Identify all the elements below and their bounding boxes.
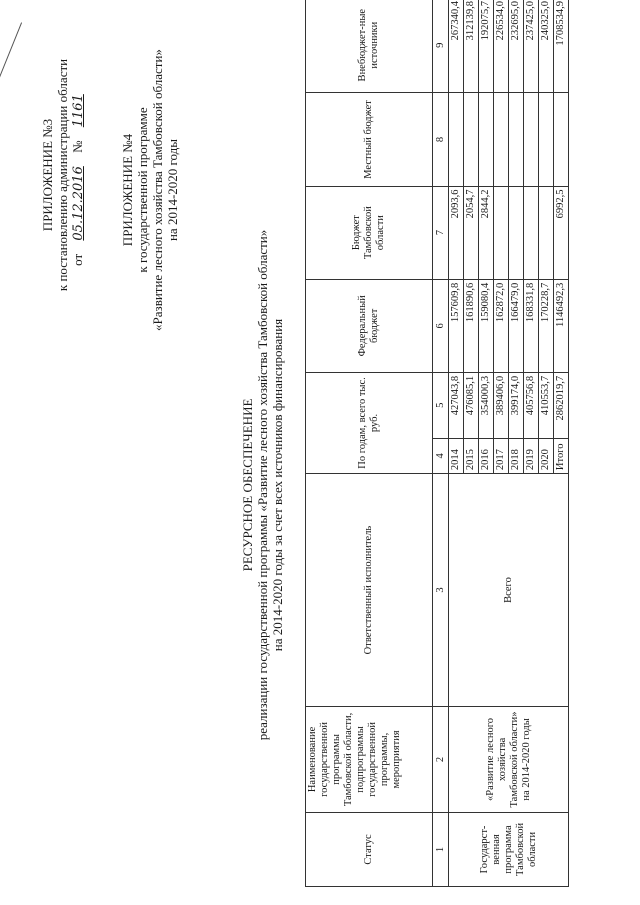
appendix-3-title: ПРИЛОЖЕНИЕ №3 — [40, 118, 55, 232]
local-cell — [479, 93, 494, 186]
regional-cell: 6992,5 — [554, 186, 569, 279]
header-years-total: По годам, всего тыс. руб. — [306, 372, 433, 473]
offbudget-cell: 232695,0 — [509, 0, 524, 93]
federal-cell: 170228,7 — [539, 279, 554, 372]
header-executor: Ответственный исполнитель — [306, 474, 433, 707]
regional-cell — [524, 186, 539, 279]
federal-cell: 157609,8 — [449, 279, 464, 372]
header-offbudget: Внебюджет-ные источники — [306, 0, 433, 93]
appendix-4-title: ПРИЛОЖЕНИЕ №4 — [120, 133, 135, 247]
federal-cell: 1146492,3 — [554, 279, 569, 372]
offbudget-cell: 267340,4 — [449, 0, 464, 93]
federal-cell: 162872,0 — [494, 279, 509, 372]
header-local: Местный бюджет — [306, 93, 433, 186]
col-num-1: 1 — [433, 812, 449, 886]
appendix-4-header — [120, 20, 180, 360]
federal-cell: 168331,8 — [524, 279, 539, 372]
year-cell: Итого — [554, 438, 569, 474]
offbudget-cell: 237425,0 — [524, 0, 539, 93]
local-cell — [524, 93, 539, 186]
appendix-4-line3: «Развитие лесного хозяйства Тамбовской области» — [150, 49, 165, 331]
header-federal: Федеральный бюджет — [306, 279, 433, 372]
col-num-2: 2 — [433, 707, 449, 813]
year-cell: 2018 — [509, 438, 524, 474]
program-executor: Всего — [449, 474, 569, 707]
regional-cell: 2093,6 — [449, 186, 464, 279]
offbudget-cell: 240325,0 — [539, 0, 554, 93]
column-number-row — [433, 0, 449, 887]
regional-cell — [509, 186, 524, 279]
col-num-8: 8 — [433, 93, 449, 186]
total-cell: 399174,0 — [509, 372, 524, 438]
pen-stroke — [0, 22, 22, 87]
appendix-4-line4: на 2014-2020 годы — [165, 138, 180, 242]
local-cell — [509, 93, 524, 186]
local-cell — [554, 93, 569, 186]
offbudget-cell: 226534,0 — [494, 0, 509, 93]
title-line-2: реализации государственной программы «Развитие лесного хозяйства Тамбовской области» — [255, 229, 270, 741]
federal-cell: 166479,0 — [509, 279, 524, 372]
year-cell: 2014 — [449, 438, 464, 474]
local-cell — [449, 93, 464, 186]
total-cell: 2862019,7 — [554, 372, 569, 438]
total-cell: 405756,8 — [524, 372, 539, 438]
header-regional: Бюджет Тамбовской области — [306, 186, 433, 279]
year-cell: 2020 — [539, 438, 554, 474]
col-num-4: 4 — [433, 438, 449, 474]
table-header-row — [306, 0, 433, 887]
appendix-4-line2: к государственной программе — [135, 107, 150, 273]
appendix-3-subtitle: к постановлению администрации области — [55, 58, 70, 292]
number-prefix: № — [70, 140, 85, 153]
regional-cell — [539, 186, 554, 279]
year-cell: 2015 — [464, 438, 479, 474]
title-line-1: РЕСУРСНОЕ ОБЕСПЕЧЕНИЕ — [240, 398, 255, 572]
total-cell: 476085,1 — [464, 372, 479, 438]
local-cell — [494, 93, 509, 186]
local-cell — [464, 93, 479, 186]
decree-date: 05.12.2016 — [71, 166, 86, 241]
col-num-6: 6 — [433, 279, 449, 372]
title-line-3: на 2014-2020 годы за счет всех источников финансирования — [270, 318, 285, 652]
total-cell: 427043,8 — [449, 372, 464, 438]
regional-cell: 2844,2 — [479, 186, 494, 279]
offbudget-cell: 1708534,9 — [554, 0, 569, 93]
regional-cell — [494, 186, 509, 279]
federal-cell: 161890,6 — [464, 279, 479, 372]
year-cell: 2017 — [494, 438, 509, 474]
program-status: Государст-венная программа Тамбовской области — [449, 812, 569, 886]
col-num-5: 5 — [433, 372, 449, 438]
federal-cell: 159080,4 — [479, 279, 494, 372]
regional-cell: 2054,7 — [464, 186, 479, 279]
document-title — [240, 105, 285, 865]
col-num-7: 7 — [433, 186, 449, 279]
offbudget-cell: 312139,8 — [464, 0, 479, 93]
year-cell: 2016 — [479, 438, 494, 474]
total-cell: 354000,3 — [479, 372, 494, 438]
decree-number: 1161 — [71, 94, 86, 128]
appendix-3-header — [40, 5, 86, 345]
local-cell — [539, 93, 554, 186]
decree-date-line — [70, 5, 86, 345]
table-row — [449, 0, 464, 887]
program-name: «Развитие лесного хозяйства Тамбовской области» на 2014-2020 годы — [449, 707, 569, 813]
date-prefix: от — [70, 253, 85, 266]
total-cell: 389406,0 — [494, 372, 509, 438]
col-num-3: 3 — [433, 474, 449, 707]
header-name: Наименование государственной программы Тамбовской области, подпрограммы государственной программы, мероприятия — [306, 707, 433, 813]
total-cell: 410553,7 — [539, 372, 554, 438]
col-num-9: 9 — [433, 0, 449, 93]
offbudget-cell: 192075,7 — [479, 0, 494, 93]
year-cell: 2019 — [524, 438, 539, 474]
header-status: Статус — [306, 812, 433, 886]
resource-table — [305, 0, 569, 887]
